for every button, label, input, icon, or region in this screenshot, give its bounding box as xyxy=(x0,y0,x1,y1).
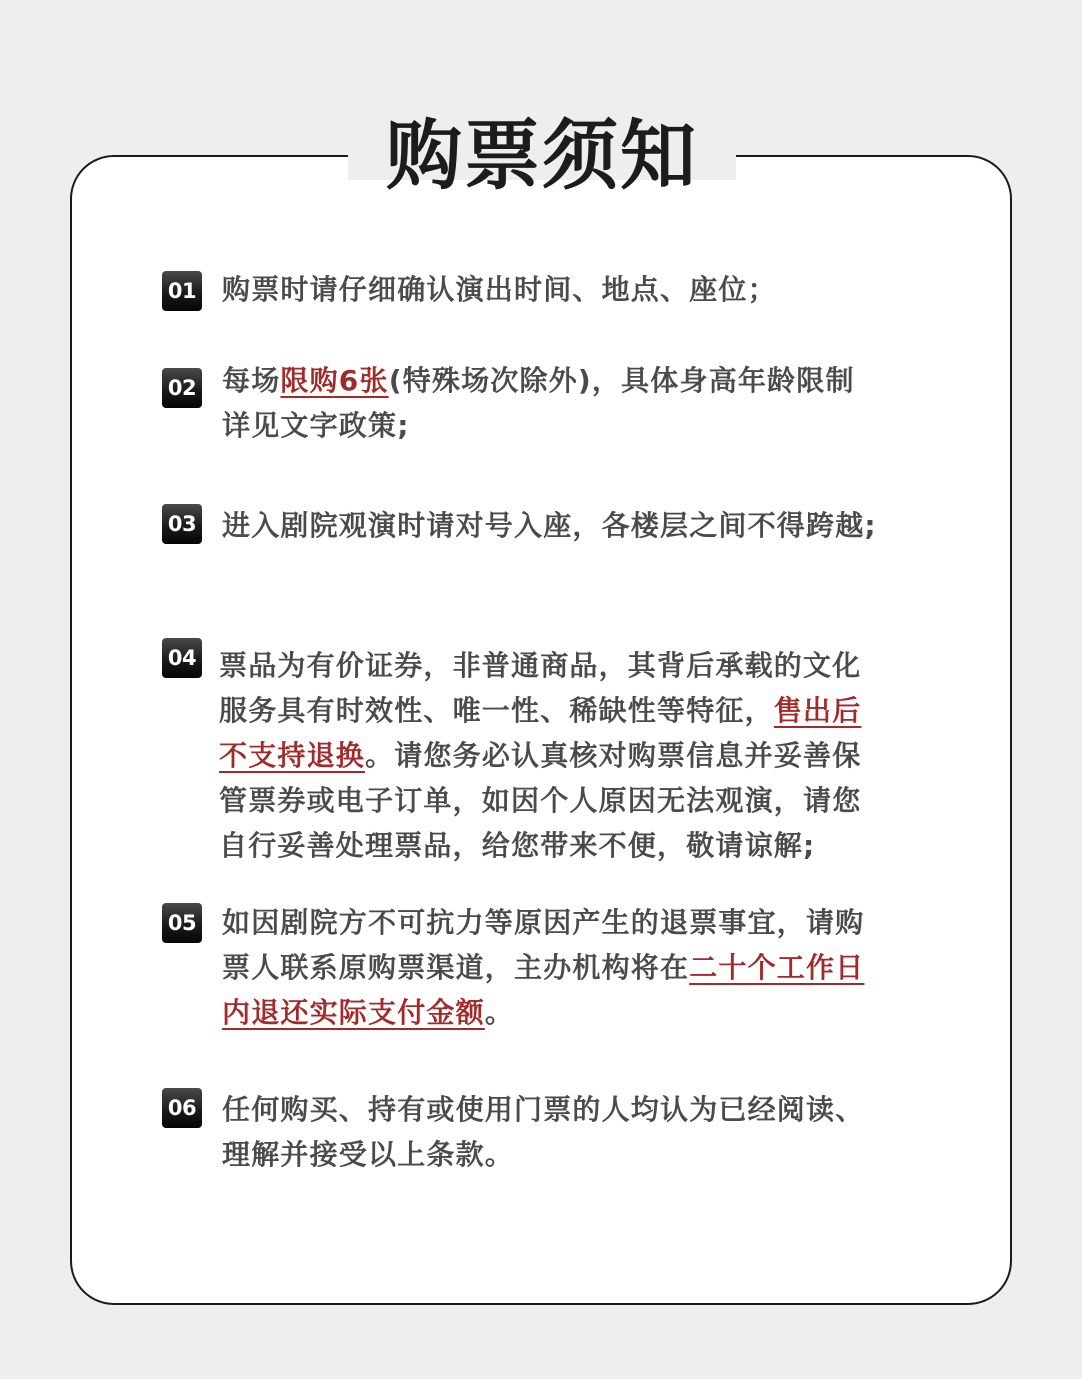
notice-text: 票人联系原购票渠道，主办机构将在 xyxy=(222,951,690,984)
item-number-badge: 03 xyxy=(162,504,202,544)
notice-item-5 xyxy=(222,900,934,1035)
notice-line xyxy=(222,403,934,448)
highlight-text: 售出后 xyxy=(773,694,862,727)
notice-line xyxy=(222,990,934,1035)
notice-line xyxy=(222,503,934,548)
notice-text: 服务具有时效性、唯一性、稀缺性等特征， xyxy=(219,694,774,727)
notice-text: 进入剧院观演时请对号入座，各楼层之间不得跨越; xyxy=(222,509,877,542)
notice-line xyxy=(222,900,934,945)
notice-text: (特殊场次除外)，具体身高年龄限制 xyxy=(388,364,855,397)
notice-text: 详见文字政策; xyxy=(222,409,410,442)
notice-text: 如因剧院方不可抗力等原因产生的退票事宜，请购 xyxy=(222,906,865,939)
item-number-badge: 06 xyxy=(162,1088,202,1128)
item-number-badge: 02 xyxy=(162,368,202,408)
notice-text: 。 xyxy=(484,996,515,1029)
highlight-text: 限购6张 xyxy=(280,364,389,397)
notice-line xyxy=(219,823,931,868)
notice-text: 。请您务必认真核对购票信息并妥善保 xyxy=(365,739,862,772)
notice-text: 票品为有价证券，非普通商品，其背后承载的文化 xyxy=(219,649,862,682)
highlight-text: 内退还实际支付金额 xyxy=(222,996,485,1029)
item-number-badge: 05 xyxy=(162,903,202,943)
notice-line xyxy=(219,733,931,778)
notice-text: 任何购买、持有或使用门票的人均认为已经阅读、 xyxy=(222,1093,865,1126)
notice-line xyxy=(222,1132,934,1177)
item-number-badge: 01 xyxy=(162,271,202,311)
notice-text: 每场 xyxy=(222,364,281,397)
notice-line xyxy=(219,643,931,688)
notice-item-4 xyxy=(219,643,931,868)
notice-line xyxy=(219,688,931,733)
notice-line xyxy=(222,945,934,990)
notice-item-3 xyxy=(222,503,934,548)
highlight-text: 二十个工作日 xyxy=(689,951,865,984)
notice-item-2 xyxy=(222,358,934,448)
notice-item-1 xyxy=(222,267,934,312)
notice-line xyxy=(219,778,931,823)
notice-item-6 xyxy=(222,1087,934,1177)
page-title: 购票须知 xyxy=(386,111,698,200)
notice-line xyxy=(222,358,934,403)
notice-text: 理解并接受以上条款。 xyxy=(222,1138,515,1171)
notice-text: 购票时请仔细确认演出时间、地点、座位； xyxy=(222,273,777,306)
notice-line xyxy=(222,1087,934,1132)
notice-text: 自行妥善处理票品，给您带来不便，敬请谅解; xyxy=(219,829,816,862)
notice-text: 管票券或电子订单，如因个人原因无法观演，请您 xyxy=(219,784,862,817)
item-number-badge: 04 xyxy=(162,638,202,678)
highlight-text: 不支持退换 xyxy=(219,739,366,772)
notice-line xyxy=(222,267,934,312)
